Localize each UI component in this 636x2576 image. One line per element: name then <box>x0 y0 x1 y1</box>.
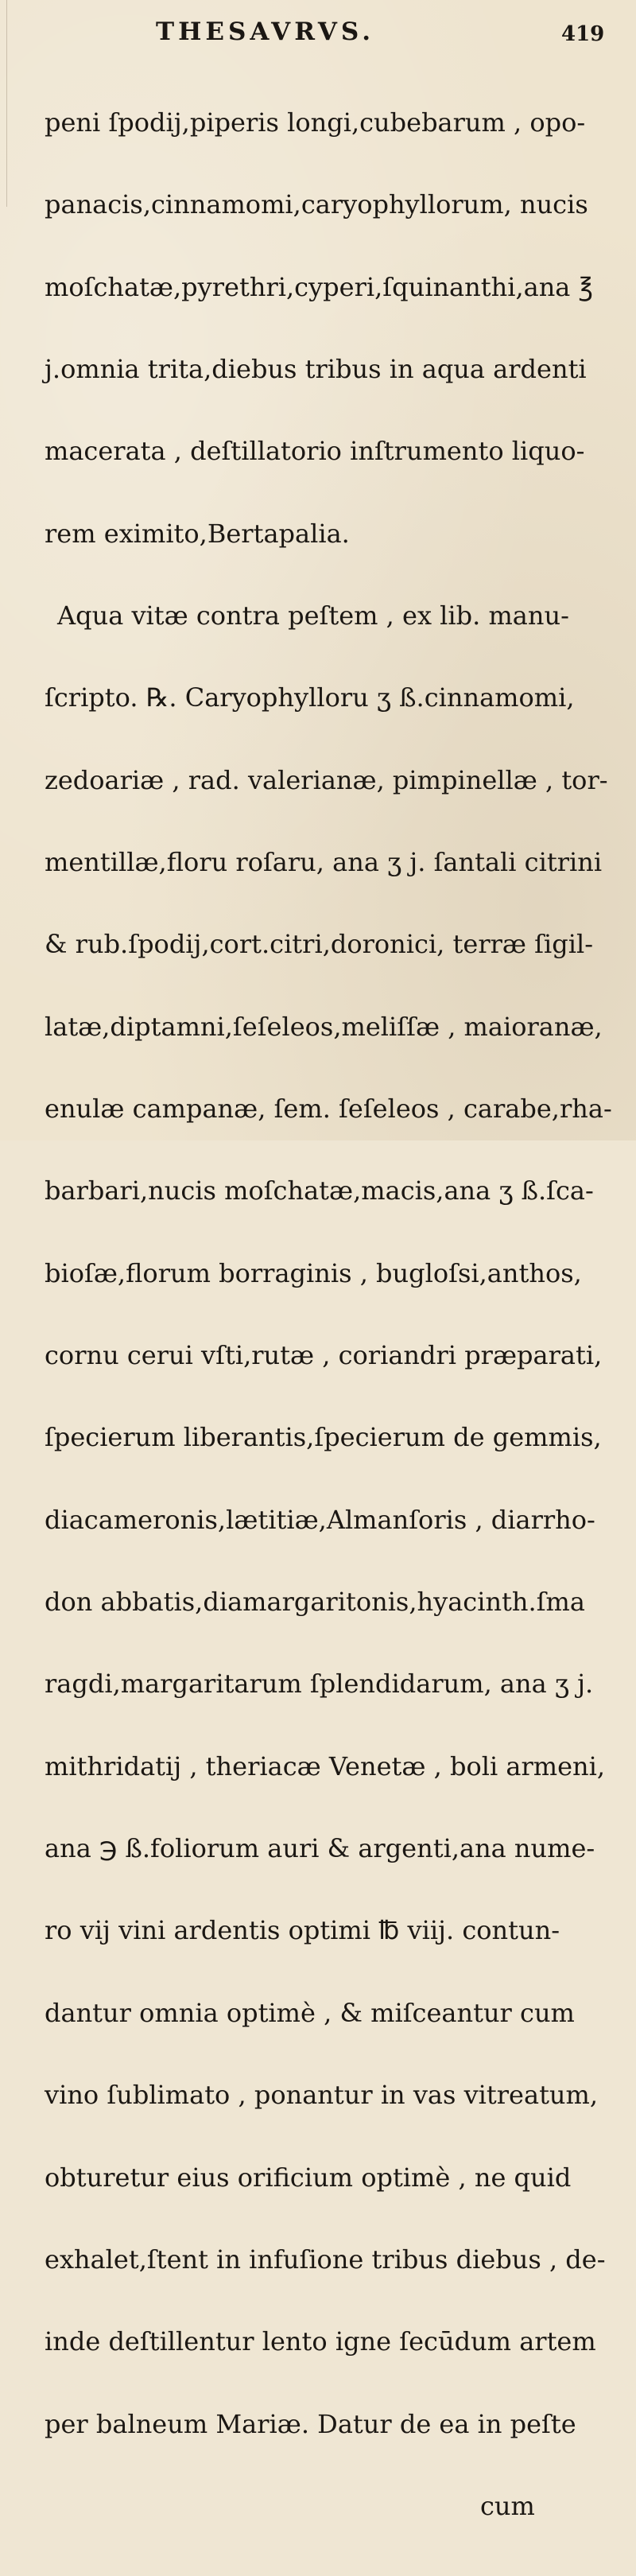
catch-word: cum <box>480 2490 535 2521</box>
text-line: mentillæ,floru roſaru, ana ʒ j. ſantali citrini <box>45 847 603 877</box>
text-line: panacis,cinnamomi,caryophyllorum, nucis <box>45 189 588 220</box>
page-number: 419 <box>561 22 605 46</box>
body-text <box>45 54 622 2574</box>
text-line: & rub.ſpodij,cort.citri,doronici, terræ ſigil- <box>45 929 593 960</box>
text-line: ro vij vini ardentis optimi ℔ viij. contun- <box>45 1915 560 1946</box>
text-line: macerata , deſtillatorio inſtrumento liquo- <box>45 436 585 467</box>
page-header <box>0 13 636 45</box>
text-line: peni ſpodij,piperis longi,cubebarum , opo- <box>45 107 586 138</box>
text-line: zedoariæ , rad. valerianæ, pimpinellæ , tor- <box>45 764 608 795</box>
text-line: mithridatij , theriacæ Venetæ , boli armeni, <box>45 1750 606 1781</box>
text-line: ſpecierum liberantis,ſpecierum de gemmis, <box>45 1422 602 1453</box>
running-head: THESAVRVS. <box>156 17 375 46</box>
text-line: don abbatis,diamargaritonis,hyacinth.ſma <box>45 1587 585 1618</box>
text-line: dantur omnia optimè , & miſceantur cum <box>45 1997 575 2028</box>
text-line: bioſæ,florum borraginis , bugloſsi,anthos, <box>45 1257 582 1288</box>
text-line: inde deſtillentur lento igne ſecūdum artem <box>45 2326 596 2357</box>
text-line: ſcripto. ℞. Caryophylloru ʒ ß.cinnamomi, <box>45 682 575 713</box>
text-line: barbari,nucis moſchatæ,macis,ana ʒ ß.ſca- <box>45 1175 594 1206</box>
text-line: cornu cerui vſti,rutæ , coriandri præparati, <box>45 1340 603 1371</box>
text-line: ana ℈ ß.foliorum auri & argenti,ana nume- <box>45 1833 595 1864</box>
text-line: rem eximito,Bertapalia. <box>45 518 350 549</box>
text-line: moſchatæ,pyrethri,cyperi,ſquinanthi,ana ℥ <box>45 271 594 302</box>
text-line: exhalet,ſtent in infuſione tribus diebus , de- <box>45 2244 606 2275</box>
text-line: vino ſublimato , ponantur in vas vitreatum, <box>45 2080 599 2111</box>
paragraph-start-line: Aqua vitæ contra peſtem , ex lib. manu- <box>57 600 569 631</box>
text-line: j.omnia trita,diebus tribus in aqua ardenti <box>45 353 587 384</box>
text-line: diacameronis,lætitiæ,Almanſoris , diarrho- <box>45 1504 595 1535</box>
text-line: obturetur eius orificium optimè , ne quid <box>45 2162 572 2193</box>
text-line: enulæ campanæ, ſem. ſeſeleos , carabe,rha- <box>45 1094 612 1125</box>
text-line: ragdi,margaritarum ſplendidarum, ana ʒ j. <box>45 1669 594 1700</box>
text-line: per balneum Mariæ. Datur de ea in peſte <box>45 2408 576 2439</box>
text-line: latæ,diptamni,ſeſeleos,meliſſæ , maioranæ, <box>45 1011 603 1042</box>
